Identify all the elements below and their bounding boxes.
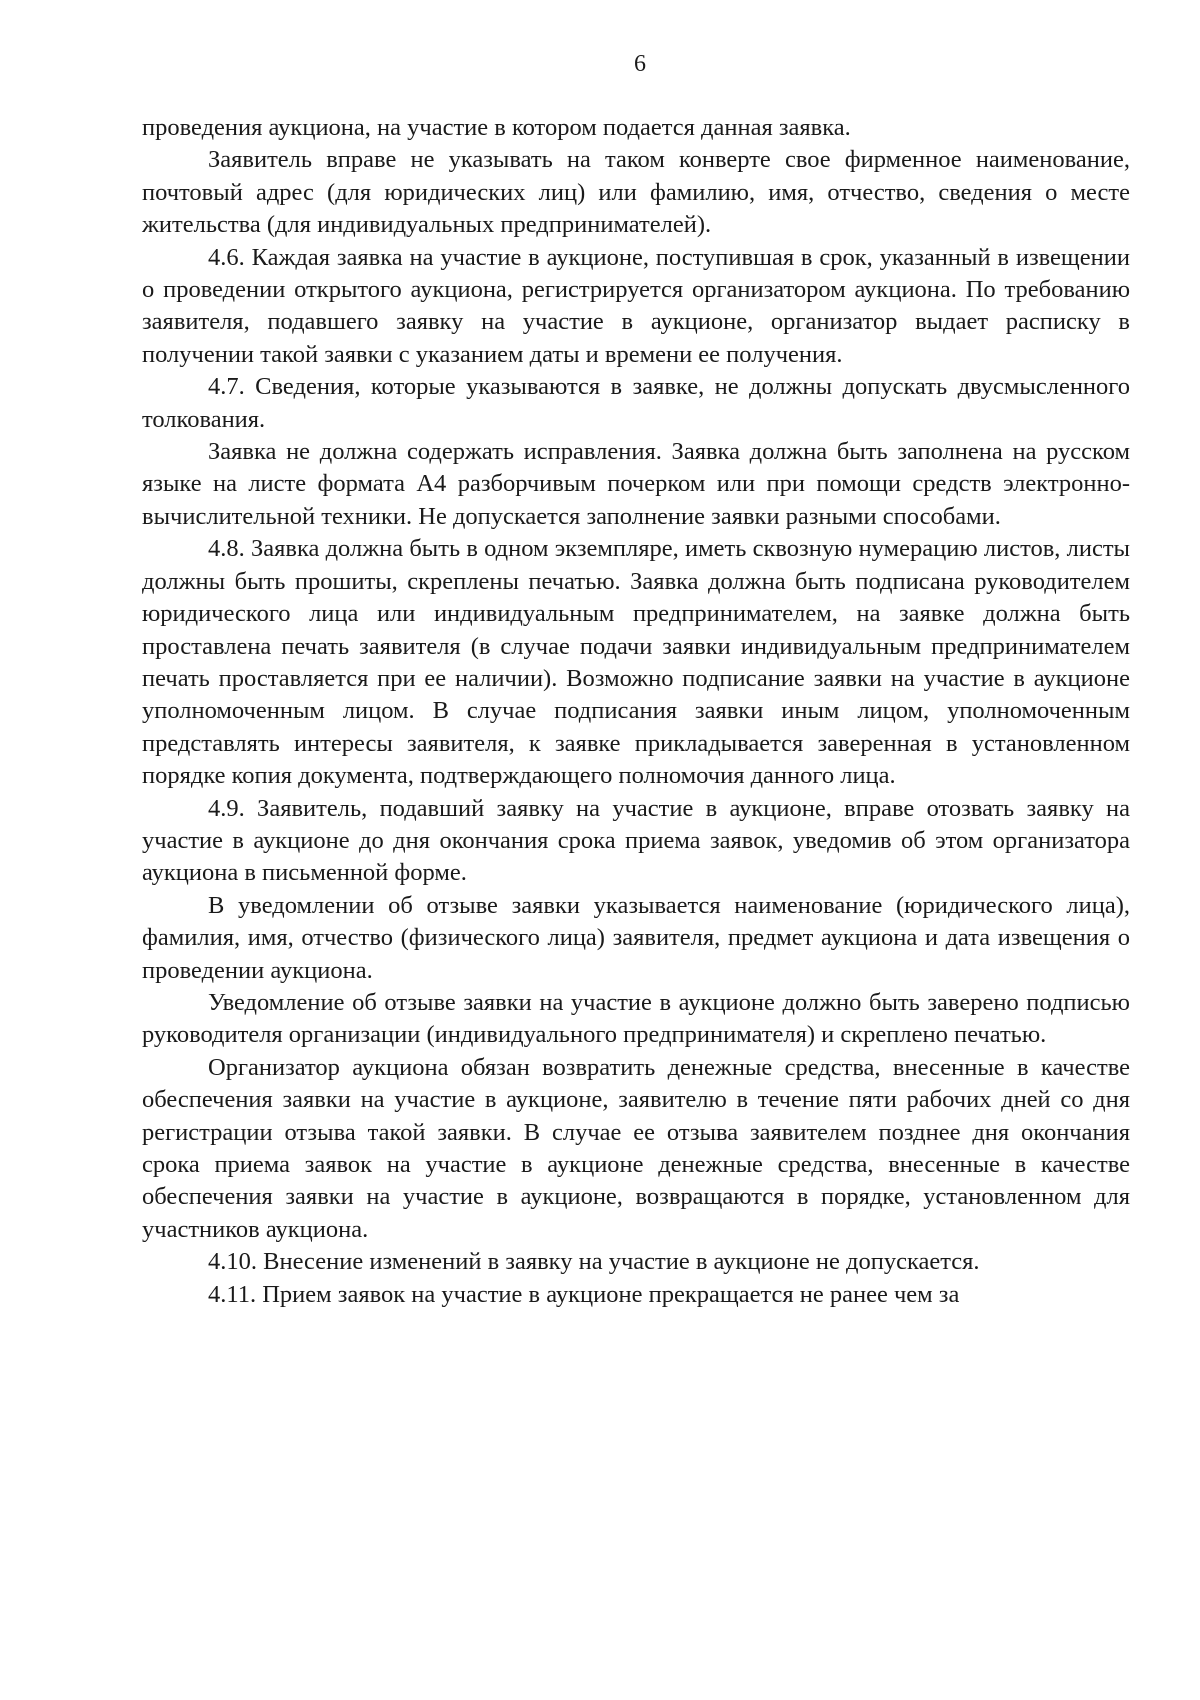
- paragraph-4-7: 4.7. Сведения, которые указываются в заявке, не должны допускать двусмысленного толкования.: [142, 373, 1130, 433]
- document-body: [142, 112, 1130, 1311]
- paragraph: В уведомлении об отзыве заявки указывается наименование (юридического лица), фамилия, имя, отчество (физического лица) заявителя, предмет аукциона и дата извещения о проведении аукциона.: [142, 891, 1130, 984]
- paragraph-continuation: проведения аукциона, на участие в котором подается данная заявка.: [142, 114, 851, 141]
- page-number: 6: [634, 51, 646, 77]
- paragraph-4-10: 4.10. Внесение изменений в заявку на участие в аукционе не допускается.: [208, 1248, 980, 1276]
- paragraph-4-6: 4.6. Каждая заявка на участие в аукционе, поступившая в срок, указанный в извещении о проведении открытого аукциона, регистрируется организатором аукциона. По требованию заявителя, подавшего заявку на участие в аукционе, организатор выдает расписку в получении такой заявки с указанием даты и времени ее получения.: [142, 243, 1130, 368]
- paragraph: Организатор аукциона обязан возвратить денежные средства, внесенные в качестве обеспечения заявки на участие в аукционе, заявителю в течение пяти рабочих дней со дня регистрации отзыва такой заявки. В случае ее отзыва заявителем позднее дня окончания срока приема заявок на участие в аукционе денежные средства, внесенные в качестве обеспечения заявки на участие в аукционе, возвращаются в порядке, установленном для участников аукциона.: [142, 1053, 1130, 1243]
- paragraph-4-9: 4.9. Заявитель, подавший заявку на участие в аукционе, вправе отозвать заявку на участие в аукционе до дня окончания срока приема заявок, уведомив об этом организатора аукциона в письменной форме.: [142, 794, 1130, 887]
- paragraph: Заявка не должна содержать исправления. Заявка должна быть заполнена на русском языке на листе формата А4 разборчивым почерком или при помощи средств электронно-вычислительной техники. Не допускается заполнение заявки разными способами.: [142, 438, 1130, 530]
- paragraph-4-11: 4.11. Прием заявок на участие в аукционе прекращается не ранее чем за: [208, 1280, 960, 1308]
- paragraph-4-8: 4.8. Заявка должна быть в одном экземпляре, иметь сквозную нумерацию листов, листы должны быть прошиты, скреплены печатью. Заявка должна быть подписана руководителем юридического лица или индивидуальным предпринимателем, на заявке должна быть проставлена печать заявителя (в случае подачи заявки индивидуальным предпринимателем печать проставляется при ее наличии). Возможно подписание заявки на участие в аукционе уполномоченным лицом. В случае подписания заявки иным лицом, уполномоченным представлять интересы заявителя, к заявке прикладывается заверенная в установленном порядке копия документа, подтверждающего полномочия данного лица.: [142, 535, 1130, 790]
- paragraph: Уведомление об отзыве заявки на участие в аукционе должно быть заверено подписью руководителя организации (индивидуального предпринимателя) и скреплено печатью.: [142, 988, 1130, 1049]
- paragraph: Заявитель вправе не указывать на таком конверте свое фирменное наименование, почтовый адрес (для юридических лиц) или фамилию, имя, отчество, сведения о месте жительства (для индивидуальных предпринимателей).: [142, 146, 1130, 239]
